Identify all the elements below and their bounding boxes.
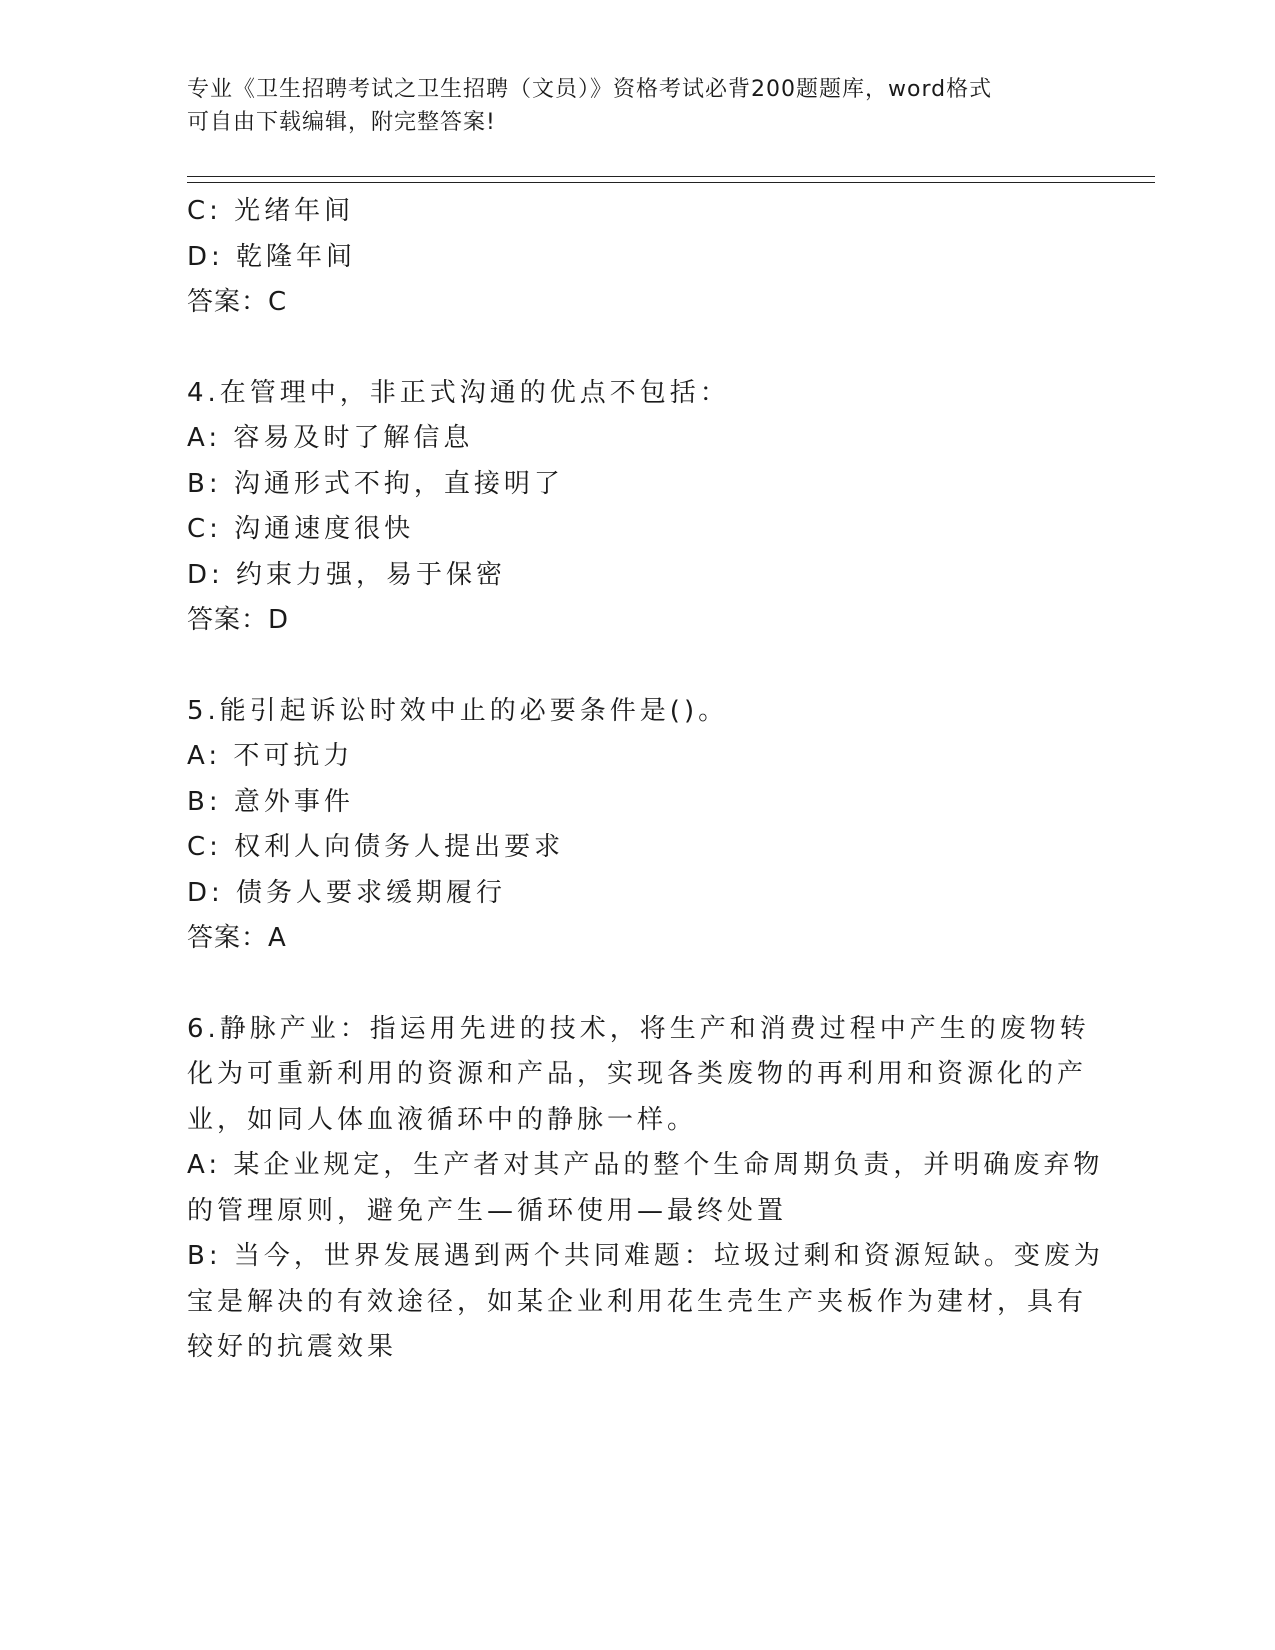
q4-option-a: A: 容易及时了解信息	[187, 423, 474, 453]
spacer	[187, 644, 1087, 689]
q6-question-line-1: 6.静脉产业：指运用先进的技术，将生产和消费过程中产生的废物转	[187, 1013, 1090, 1044]
header-divider-top	[187, 176, 1155, 177]
q3-answer: 答案：C	[187, 287, 288, 317]
q6-option-a-line-1: A: 某企业规定，生产者对其产品的整个生命周期负责，并明确废弃物	[187, 1150, 1104, 1180]
question-content	[187, 189, 1104, 1371]
spacer	[187, 962, 1087, 1007]
q5-option-c: C: 权利人向债务人提出要求	[187, 832, 565, 862]
q4-question: 4.在管理中，非正式沟通的优点不包括：	[187, 377, 730, 408]
q5-option-b: B: 意外事件	[187, 786, 354, 817]
q6-option-b-line-3: 较好的抗震效果	[187, 1332, 398, 1362]
q5-answer: 答案：A	[187, 923, 287, 953]
q5-option-d: D: 债务人要求缓期履行	[187, 877, 507, 908]
question-5	[187, 689, 1087, 962]
q4-option-b: B: 沟通形式不拘，直接明了	[187, 468, 564, 499]
q4-option-c: C: 沟通速度很快	[187, 514, 415, 544]
header-title-line-1: 专业《卫生招聘考试之卫生招聘（文员）》资格考试必背200题题库，word格式	[187, 77, 993, 102]
header-divider-bottom	[187, 182, 1155, 183]
q3-option-c: C: 光绪年间	[187, 196, 355, 226]
q5-option-a: A: 不可抗力	[187, 741, 354, 771]
q6-option-b-line-1: B: 当今，世界发展遇到两个共同难题：垃圾过剩和资源短缺。变废为	[187, 1241, 1104, 1271]
question-3-tail	[187, 189, 1087, 326]
q4-answer: 答案：D	[187, 605, 290, 635]
q4-option-d: D: 约束力强，易于保密	[187, 559, 507, 590]
question-4	[187, 371, 1087, 644]
q3-option-d: D: 乾隆年间	[187, 241, 357, 272]
q6-question-line-3: 业，如同人体血液循环中的静脉一样。	[187, 1104, 698, 1135]
q6-option-a-line-2: 的管理原则，避免产生—循环使用—最终处置	[187, 1195, 788, 1226]
q6-question-line-2: 化为可重新利用的资源和产品，实现各类废物的再利用和资源化的产	[187, 1059, 1088, 1089]
document-header	[187, 73, 1087, 139]
question-6	[187, 1007, 1104, 1371]
q6-option-b-line-2: 宝是解决的有效途径，如某企业利用花生壳生产夹板作为建材，具有	[187, 1286, 1088, 1317]
header-title-line-2: 可自由下载编辑，附完整答案!	[187, 110, 496, 135]
q5-question: 5.能引起诉讼时效中止的必要条件是()。	[187, 695, 729, 726]
spacer	[187, 326, 1087, 371]
